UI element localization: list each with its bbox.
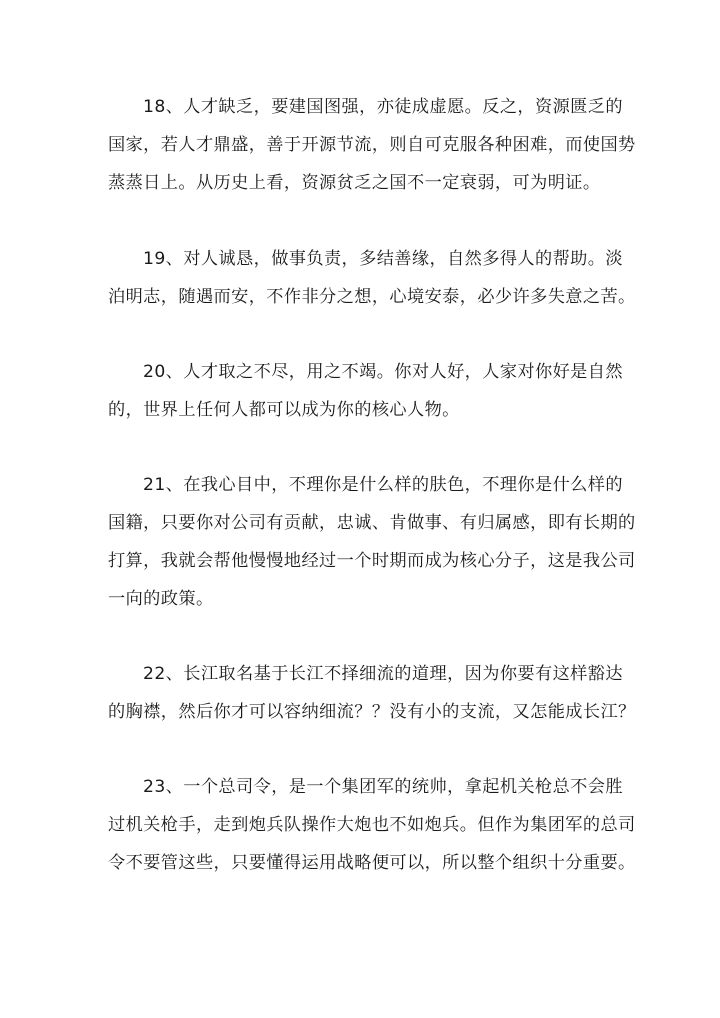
paragraph-19 [108,240,636,316]
paragraph-line: 23、一个总司令，是一个集团军的统帅，拿起机关枪总不会胜 [143,777,623,797]
paragraph-21 [108,466,636,618]
paragraph-line: 的胸襟，然后你才可以容纳细流？？没有小的支流，又怎能成长江？ [108,702,636,722]
paragraph-line: 一向的政策。 [108,589,214,609]
paragraph-18 [108,88,636,202]
paragraph-line: 19、对人诚恳，做事负责，多结善缘，自然多得人的帮助。淡 [143,249,623,269]
paragraph-line: 令不要管这些，只要懂得运用战略便可以，所以整个组织十分重要。 [108,853,636,873]
paragraph-line: 过机关枪手，走到炮兵队操作大炮也不如炮兵。但作为集团军的总司 [108,815,636,835]
paragraph-line: 国家，若人才鼎盛，善于开源节流，则自可克服各种困难，而使国势 [108,135,636,155]
paragraph-line: 20、人才取之不尽，用之不竭。你对人好，人家对你好是自然 [143,362,623,382]
paragraph-line: 泊明志，随遇而安，不作非分之想，心境安泰，必少许多失意之苦。 [108,287,636,307]
paragraph-line: 国籍，只要你对公司有贡献，忠诚、肯做事、有归属感，即有长期的 [108,513,636,533]
paragraph-line: 18、人才缺乏，要建国图强，亦徒成虚愿。反之，资源匮乏的 [143,97,623,117]
paragraph-22 [108,655,636,731]
paragraph-line: 的，世界上任何人都可以成为你的核心人物。 [108,400,460,420]
paragraph-line: 21、在我心目中，不理你是什么样的肤色，不理你是什么样的 [143,475,623,495]
paragraph-20 [108,353,628,429]
paragraph-23 [108,768,636,882]
paragraph-line: 22、长江取名基于长江不择细流的道理，因为你要有这样豁达 [143,664,623,684]
paragraph-line: 蒸蒸日上。从历史上看，资源贫乏之国不一定衰弱，可为明证。 [108,173,601,193]
paragraph-line: 打算，我就会帮他慢慢地经过一个时期而成为核心分子，这是我公司 [108,551,636,571]
